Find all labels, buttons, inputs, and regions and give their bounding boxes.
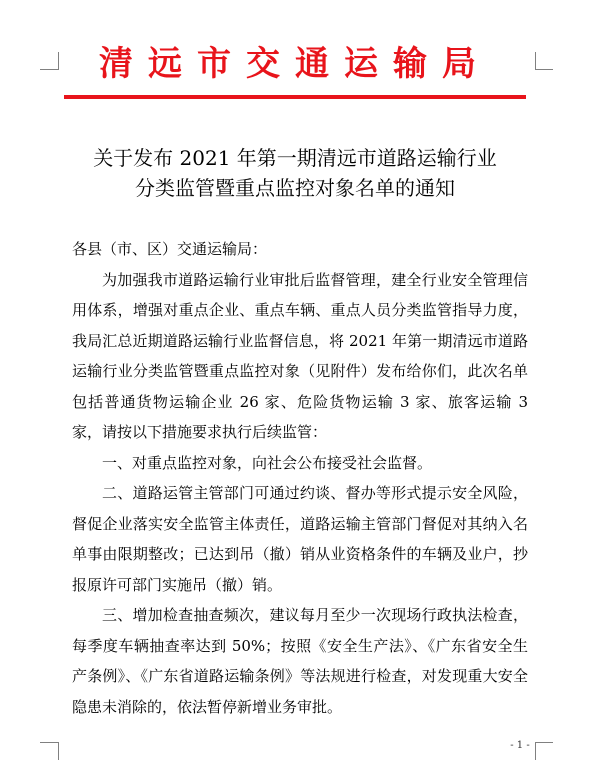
document-title [60,143,530,203]
page-number: - 1 - [510,740,530,751]
issuing-organization: 清远市交通运输局 [99,44,491,84]
document-title-line2: 分类监管暨重点监控对象名单的通知 [135,176,455,200]
crop-mark-top-right-v [535,52,536,70]
document-title-line1: 关于发布 2021 年第一期清远市道路运输行业 [93,146,497,170]
crop-mark-bottom-left-v [58,742,59,760]
paragraph-measure-2: 二、道路运管主管部门可通过约谈、督办等形式提示安全风险，督促企业落实安全监管主体责任，道路运输主管部门督促对其纳入名单事由限期整改；已达到吊（撤）销从业资格条件的车辆及业户，抄报原许可部门实施吊（撤）销。 [72,484,528,594]
document-body [72,234,528,722]
paragraph-intro: 为加强我市道路运输行业审批后监督管理，建全行业安全管理信用体系，增强对重点企业、重点车辆、重点人员分类监管指导力度，我局汇总近期道路运输行业监督信息，将 2021 年第一期清远市道路运输行业分类监管暨重点监控对象（见附件）发布给你们，此次名单包括普通货物运输企业 26 家、危险货物运输 3 家、旅客运输 3 家，请按以下措施要求执行后续监管： [72,270,528,441]
crop-mark-bottom-left-h [40,742,58,743]
paragraph-measure-3: 三、增加检查抽查频次，建议每月至少一次现场行政执法检查，每季度车辆抽查率达到 50%；按照《安全生产法》、《广东省安全生产条例》、《广东省道路运输条例》等法规进行检查，对发现重大安全隐患未消除的，依法暂停新增业务审批。 [72,606,528,716]
paragraph-measure-1: 一、对重点监控对象，向社会公布接受社会监督。 [102,453,433,472]
crop-mark-top-left-v [58,52,59,70]
crop-mark-top-left-h [40,69,58,70]
crop-mark-top-right-h [535,69,553,70]
salutation: 各县（市、区）交通运输局： [72,240,268,258]
red-header-rule [64,95,526,99]
